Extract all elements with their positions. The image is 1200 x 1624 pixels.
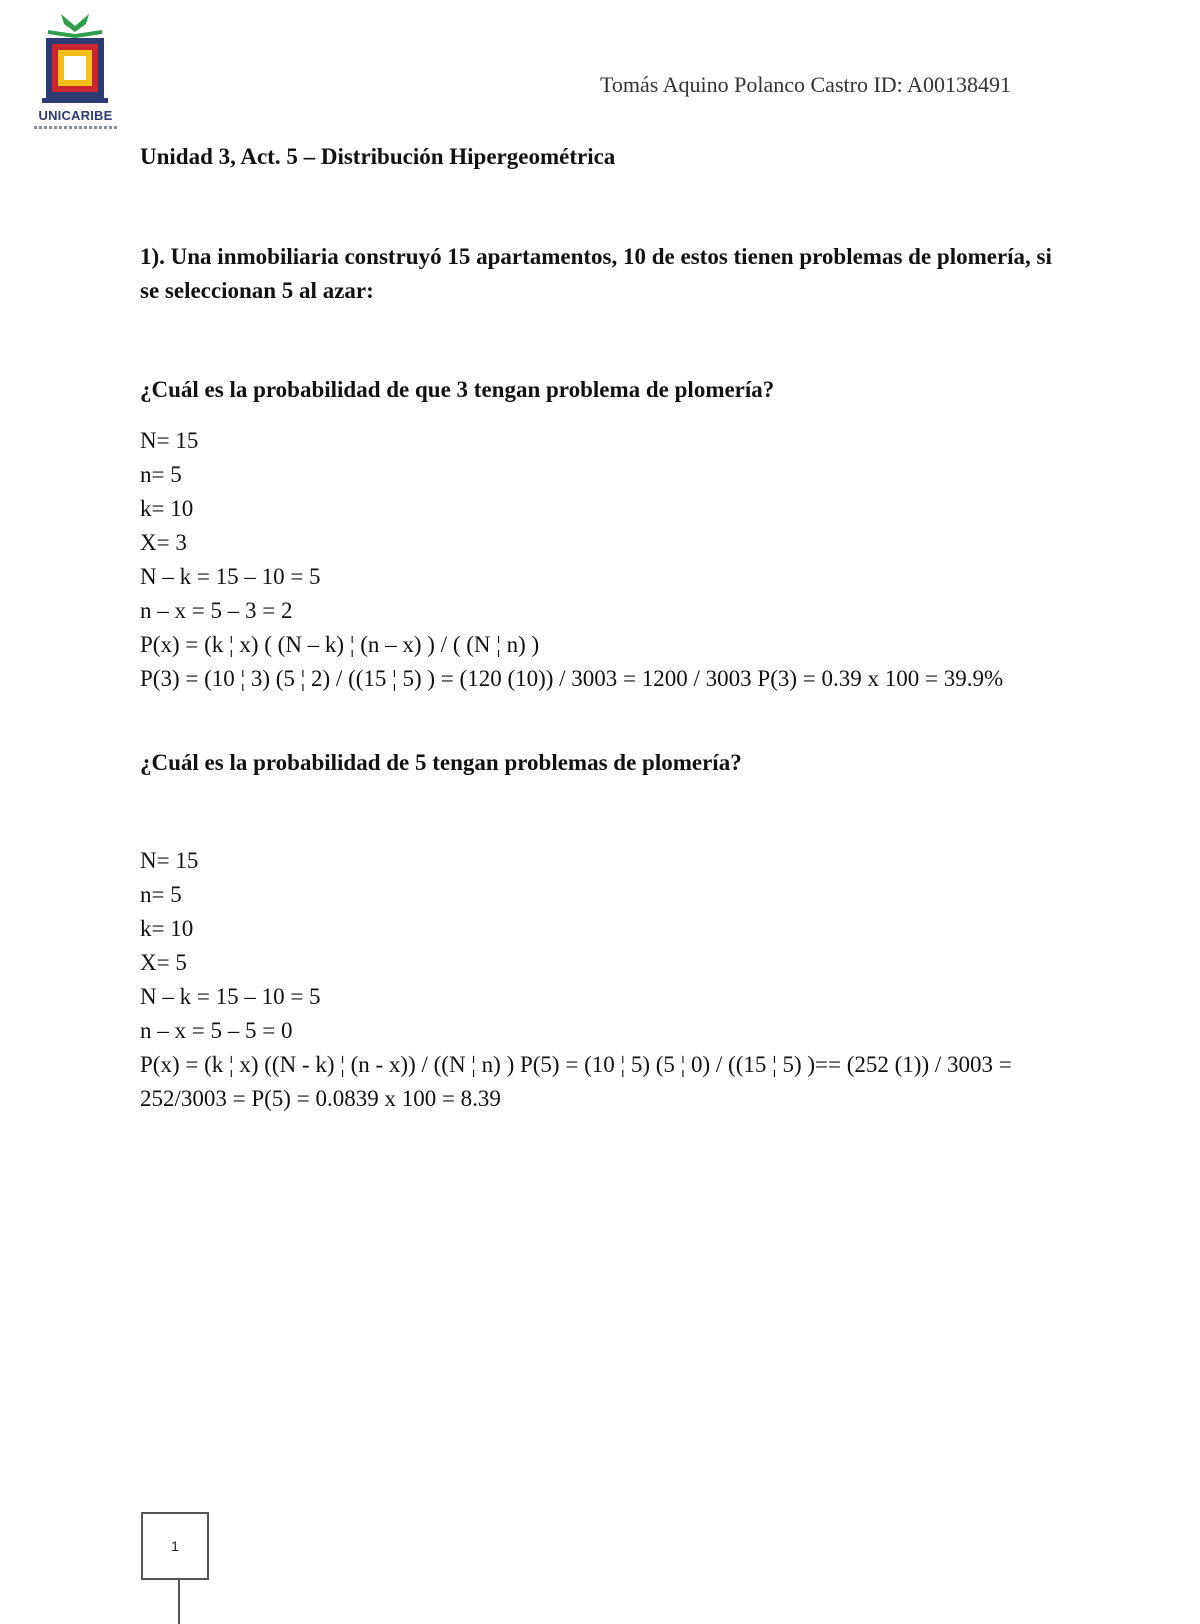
solution-line: X= 3 — [140, 530, 187, 555]
author-header: Tomás Aquino Polanco Castro ID: A00138491 — [600, 72, 1011, 97]
question-2: ¿Cuál es la probabilidad de 5 tengan problemas de plomería? — [140, 750, 742, 775]
question-1: ¿Cuál es la probabilidad de que 3 tengan problema de plomería? — [140, 377, 775, 402]
solution-line: N= 15 — [140, 428, 199, 453]
solution-2 — [140, 844, 1060, 1116]
problem-statement: 1). Una inmobiliaria construyó 15 apartamentos, 10 de estos tienen problemas de plomería, si se seleccionan 5 al azar: — [140, 244, 1052, 303]
logo-emblem-icon — [28, 10, 123, 110]
solution-line: n – x = 5 – 5 = 0 — [140, 1018, 293, 1043]
solution-line: n= 5 — [140, 882, 182, 907]
solution-line: n – x = 5 – 3 = 2 — [140, 598, 293, 623]
page-number-connector — [178, 1580, 180, 1624]
page-number: 1 — [171, 1538, 179, 1554]
solution-line: N – k = 15 – 10 = 5 — [140, 564, 321, 589]
solution-line: N= 15 — [140, 848, 199, 873]
solution-line: k= 10 — [140, 496, 194, 521]
solution-line: P(x) = (k ¦ x) ( (N – k) ¦ (n – x) ) / ( (N ¦ n) ) — [140, 632, 540, 657]
document-title: Unidad 3, Act. 5 – Distribución Hipergeométrica — [140, 144, 616, 169]
solution-line: N – k = 15 – 10 = 5 — [140, 984, 321, 1009]
logo-text: UNICARIBE — [38, 108, 113, 123]
solution-1 — [140, 424, 1060, 696]
solution-line: P(3) = (10 ¦ 3) (5 ¦ 2) / ((15 ¦ 5) ) = (120 (10)) / 3003 = 1200 / 3003 P(3) = 0.39 x 100 = 39.9% — [140, 666, 1004, 691]
solution-line: k= 10 — [140, 916, 194, 941]
logo-tagline — [34, 126, 117, 129]
solution-line: n= 5 — [140, 462, 182, 487]
page-number-box — [141, 1512, 209, 1580]
solution-line: X= 5 — [140, 950, 187, 975]
unicaribe-logo — [28, 10, 123, 130]
solution-line: P(x) = (k ¦ x) ((N - k) ¦ (n - x)) / ((N ¦ n) ) P(5) = (10 ¦ 5) (5 ¦ 0) / ((15 ¦ 5) )== (252 (1)) / 3003 = 252/3003 = P(5) = 0.0839 x 100 = 8.39 — [140, 1052, 1012, 1111]
